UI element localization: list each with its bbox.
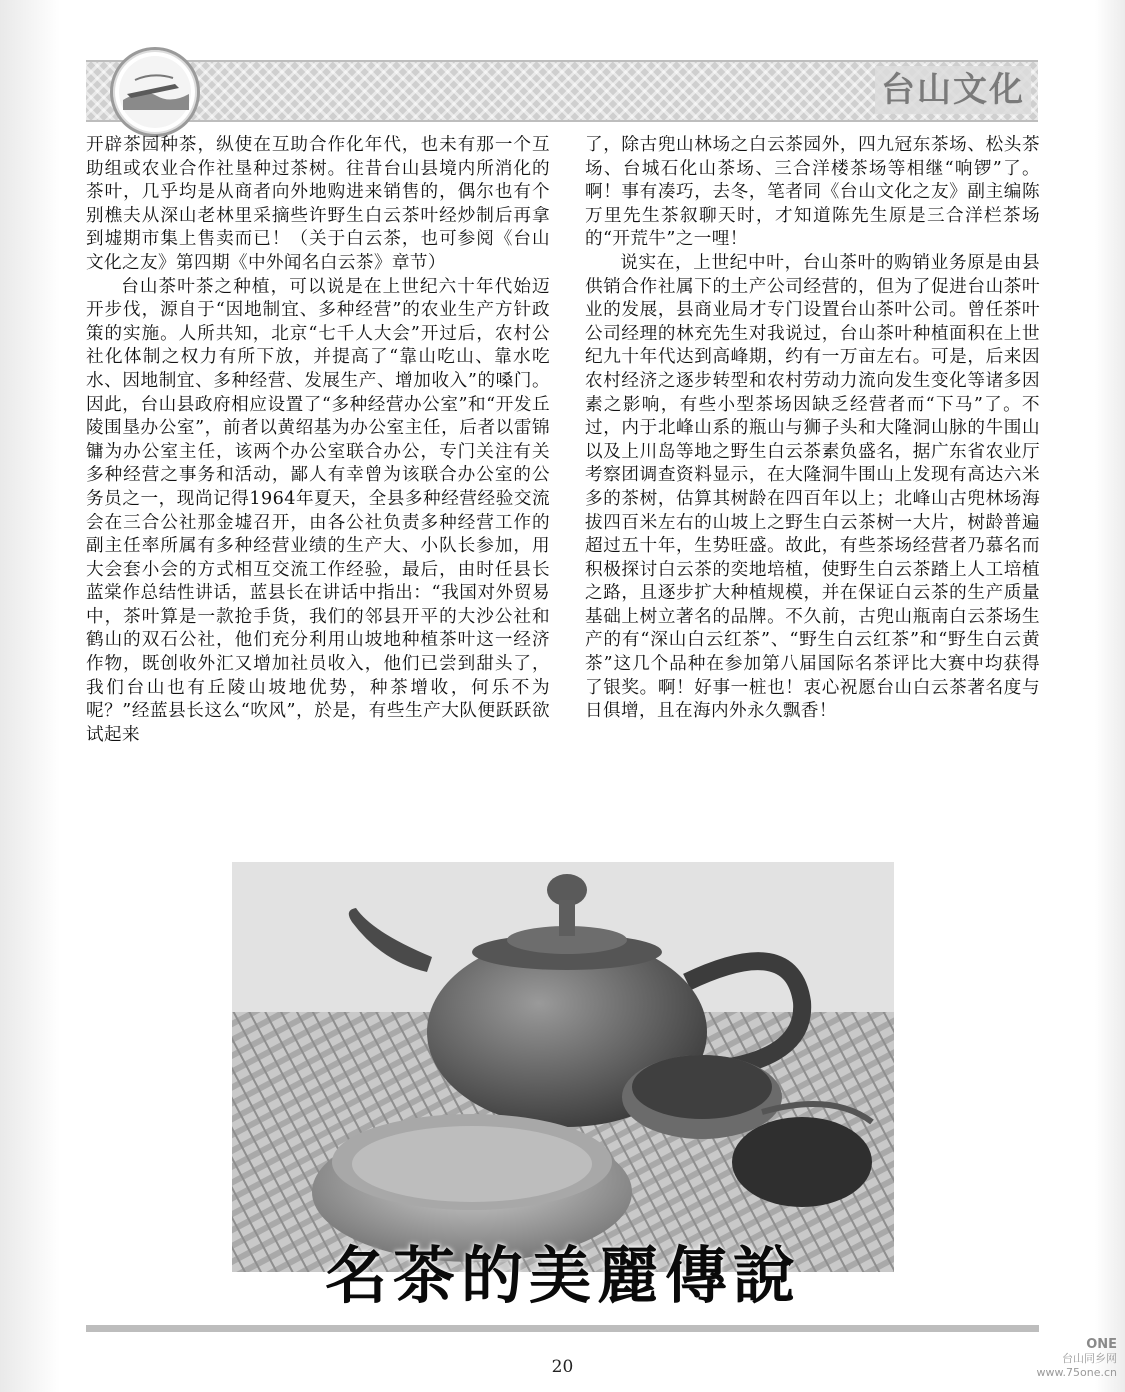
- watermark-logo: ONE: [1086, 1337, 1117, 1352]
- article-paragraph: 开辟茶园种茶，纵使在互助合作化年代，也未有那一个互助组或农业合作社垦种过茶树。往昔台山县境内所消化的茶叶，几乎均是从商者向外地购进来销售的，偶尔也有个别樵夫从深山老林里采摘些许野生白云茶叶经炒制后再拿到墟期市集上售卖而已！（关于白云茶，也可参阅《台山文化之友》第四期《中外闻名白云茶》章节）: [86, 135, 550, 273]
- watermark-text: 台山同乡网: [1062, 1352, 1117, 1365]
- photo-caption: 名茶的美麗傳說: [324, 1239, 801, 1312]
- article-paragraph: 台山茶叶茶之种植，可以说是在上世纪六十年代始迈开步伐，源自于“因地制宜、多种经营”的农业生产方针政策的实施。人所共知，北京“七千人大会”开过后，农村公社化体制之权力有所下放，并提高了“靠山吃山、靠水吃水、因地制宜、多种经营、发展生产、增加收入”的嗓门。因此，台山县政府相应设置了“多种经营办公室”和“开发丘陵围垦办公室”，前者以黄绍基为办公室主任，后者以雷锦镛为办公室主任，该两个办公室联合办公，专门关注有关多种经营之事务和活动，鄙人有幸曾为该联合办公室的公务员之一，现尚记得1964年夏天，全县多种经营经验交流会在三合公社那金墟召开，由各公社负责多种经营工作的副主任率所属有多种经营业绩的生产大、小队长参加，用大会套小会的方式相互交流工作经验，最后，由时任县长蓝棠作总结性讲话，蓝县长在讲话中指出：“我国对外贸易中，茶叶算是一款抢手货，我们的邻县开平的大沙公社和鹤山的双石公社，他们充分利用山坡地种植茶叶这一经济作物，既创收外汇又增加社员收入，他们已尝到甜头了，我们台山也有丘陵山坡地优势，种茶增收，何乐不为呢？”经蓝县长这么“吹风”，於是，有些生产大队便跃跃欲试起来: [86, 276, 550, 745]
- page-number: 20: [551, 1357, 574, 1377]
- header-title: 台山文化: [875, 66, 1031, 114]
- article-paragraph: 说实在，上世纪中叶，台山茶叶的购销业务原是由县供销合作社属下的土产公司经营的，但为了促进台山茶叶业的发展，县商业局才专门设置台山茶叶公司。曾任茶叶公司经理的林充先生对我说过，台山茶叶种植面积在上世纪九十年代达到高峰期，约有一万亩左右。可是，后来因农村经济之逐步转型和农村劳动力流向发生变化等诸多因素之影响，有些小型茶场因缺乏经营者而“下马”了。不过，内于北峰山系的瓶山与狮子头和大隆洞山脉的牛围山以及上川岛等地之野生白云茶素负盛名，据广东省农业厅考察团调查资料显示，在大隆洞牛围山上发现有高达六米多的茶树，估算其树龄在四百年以上；北峰山古兜林场海拔四百米左右的山坡上之野生白云茶树一大片，树龄普遍超过五十年，生势旺盛。故此，有些茶场经营者乃慕名而积极探讨白云茶的奕地培植，使野生白云茶踏上人工培植之路，且逐步扩大种植规模，并在保证白云茶的生产质量基础上树立著名的品牌。不久前，古兜山瓶南白云茶场生产的有“深山白云红茶”、“野生白云红茶”和“野生白云黄茶”这几个品种在参加第八届国际名茶评比大赛中均获得了银奖。啊！好事一桩也！衷心祝愿台山白云茶著名度与日俱增，且在海内外永久飘香！: [585, 252, 1040, 722]
- page-left-shadow: [0, 0, 60, 1392]
- page-right-shadow: [1095, 0, 1125, 1392]
- article-right-column: [585, 134, 1040, 724]
- article-left-column: [86, 134, 550, 747]
- teapot-illustration: [232, 862, 894, 1272]
- site-watermark: [1037, 1338, 1117, 1380]
- emblem-icon: [110, 47, 200, 137]
- article-paragraph: 了，除古兜山林场之白云茶园外，四九冠东茶场、松头茶场、台城石化山茶场、三合洋楼茶场等相继“响锣”了。啊！事有凑巧，去冬，笔者同《台山文化之友》副主编陈万里先生茶叙聊天时，才知道陈先生原是三合洋栏茶场的“开荒牛”之一哩！: [585, 135, 1040, 250]
- footer-rule: [86, 1325, 1039, 1332]
- watermark-url: www.75one.cn: [1036, 1366, 1117, 1379]
